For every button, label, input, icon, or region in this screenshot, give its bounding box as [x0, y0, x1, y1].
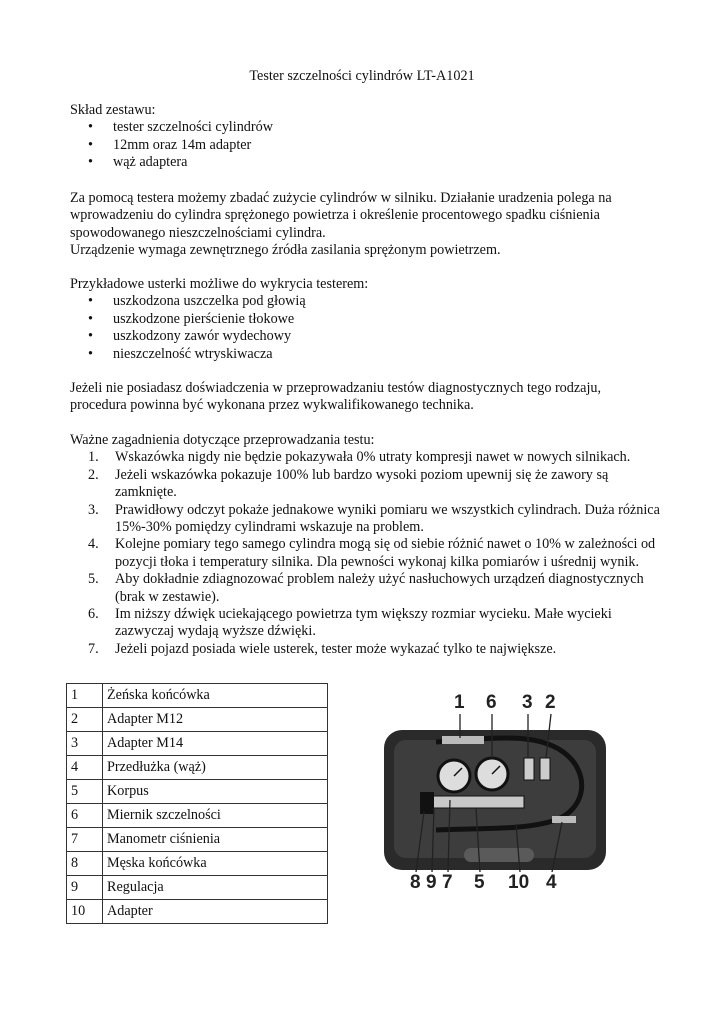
tester-body — [428, 796, 524, 808]
kit-section — [70, 102, 660, 172]
faults-heading: Przykładowe usterki możliwe do wykrycia testerem: — [70, 276, 369, 292]
figure-label: 4 — [546, 872, 557, 893]
faults-section — [70, 276, 660, 363]
list-number: 2. — [88, 466, 99, 483]
part-name: Przedłużka (wąż) — [103, 756, 328, 780]
warning-section — [70, 380, 660, 415]
list-item — [70, 328, 660, 345]
product-figure — [376, 692, 616, 900]
parts-table — [66, 683, 328, 924]
list-item-text: Wskazówka nigdy nie będzie pokazywała 0% utraty kompresji nawet w nowych silnikach. — [115, 449, 631, 466]
list-item-text: nieszczelność wtryskiwacza — [113, 345, 273, 362]
bullet-icon: • — [88, 154, 93, 171]
description-paragraph: Urządzenie wymaga zewnętrznego źródła zasilania sprężonym powietrzem. — [70, 242, 501, 259]
part-number: 9 — [67, 876, 103, 900]
table-row — [67, 732, 328, 756]
list-item-text: Kolejne pomiary tego samego cylindra mogą się od siebie różnić nawet o 10% w zależności od pozycji tłoka i temperatury silnika. Dla pewności wykonaj kilka pomiarów i uśrednij wynik. — [115, 536, 656, 570]
list-item-text: Im niższy dźwięk uciekającego powietrza tym większy rozmiar wycieku. Małe wycieki zazwyczaj wydają wyższe dźwięki. — [115, 606, 612, 640]
part-number: 2 — [67, 708, 103, 732]
table-row — [67, 900, 328, 924]
kit-list — [70, 119, 660, 171]
part-name: Manometr ciśnienia — [103, 828, 328, 852]
table-row — [67, 828, 328, 852]
list-item — [70, 502, 660, 537]
list-item-text: Aby dokładnie zdiagnozować problem należy użyć nasłuchowych urządzeń diagnostycznych (brak w zestawie). — [115, 571, 644, 605]
bullet-icon: • — [88, 293, 93, 310]
list-item — [70, 641, 660, 658]
part-name: Adapter M14 — [103, 732, 328, 756]
list-number: 6. — [88, 606, 99, 623]
list-item — [70, 119, 660, 136]
notes-list — [70, 449, 660, 658]
bullet-icon: • — [88, 136, 93, 153]
list-item — [70, 606, 660, 641]
list-item-text: tester szczelności cylindrów — [113, 119, 273, 136]
bullet-icon: • — [88, 119, 93, 136]
list-item — [70, 449, 660, 466]
list-item — [70, 346, 660, 363]
tester-kit-illustration — [376, 700, 616, 900]
list-item-text: Jeżeli wskazówka pokazuje 100% lub bardzo wysoki poziom upewnij się że zawory są zamknięte. — [115, 466, 609, 501]
table-row — [67, 780, 328, 804]
table-row — [67, 852, 328, 876]
description-paragraph: Za pomocą testera możemy zbadać zużycie cylindrów w silniku. Działanie uradzenia polega na wprowadzeniu do cylindra sprężonego powietrza i określenie procentowego spadku ciśnienia spowodowanego nieszczelnościami cylindra. — [70, 190, 612, 241]
part-number: 7 — [67, 828, 103, 852]
female-coupler — [442, 736, 484, 744]
list-number: 4. — [88, 536, 99, 553]
part-name: Miernik szczelności — [103, 804, 328, 828]
part-number: 3 — [67, 732, 103, 756]
part-name: Żeńska końcówka — [103, 684, 328, 708]
part-name: Męska końcówka — [103, 852, 328, 876]
list-item — [70, 536, 660, 571]
list-item — [70, 137, 660, 154]
faults-list — [70, 293, 660, 363]
table-row — [67, 876, 328, 900]
figure-label: 5 — [474, 872, 485, 893]
list-item-text: 12mm oraz 14m adapter — [113, 136, 252, 153]
list-item — [70, 467, 660, 502]
bullet-icon: • — [88, 310, 93, 327]
table-row — [67, 684, 328, 708]
part-name: Adapter — [103, 900, 328, 924]
figure-label: 7 — [442, 872, 453, 893]
kit-heading: Skład zestawu: — [70, 102, 156, 118]
part-number: 8 — [67, 852, 103, 876]
list-item-text: Jeżeli pojazd posiada wiele usterek, tester może wykazać tylko te największe. — [115, 640, 557, 657]
regulator-knob — [420, 792, 434, 814]
part-name: Adapter M12 — [103, 708, 328, 732]
list-item-text: uszkodzony zawór wydechowy — [113, 328, 292, 345]
figure-label: 6 — [486, 692, 497, 713]
table-row — [67, 804, 328, 828]
list-item-text: uszkodzone pierścienie tłokowe — [113, 310, 295, 327]
figure-label: 8 — [410, 872, 421, 893]
table-row — [67, 756, 328, 780]
bullet-icon: • — [88, 345, 93, 362]
part-name: Korpus — [103, 780, 328, 804]
figure-label: 9 — [426, 872, 437, 893]
list-number: 1. — [88, 449, 99, 466]
list-item — [70, 311, 660, 328]
adapter-m12 — [540, 758, 550, 780]
part-name: Regulacja — [103, 876, 328, 900]
warning-paragraph: Jeżeli nie posiadasz doświadczenia w przeprowadzaniu testów diagnostycznych tego rodzaju, procedura powinna być wykonana przez wykwalifikowanego technika. — [70, 380, 602, 414]
notes-section — [70, 432, 660, 658]
list-number: 3. — [88, 501, 99, 518]
figure-label: 1 — [454, 692, 465, 713]
list-item — [70, 154, 660, 171]
adapter-m14 — [524, 758, 534, 780]
list-number: 7. — [88, 640, 99, 657]
case-handle — [464, 848, 534, 862]
figure-label: 2 — [545, 692, 556, 713]
part-number: 10 — [67, 900, 103, 924]
notes-heading: Ważne zagadnienia dotyczące przeprowadzania testu: — [70, 432, 375, 448]
list-item — [70, 293, 660, 310]
bullet-icon: • — [88, 328, 93, 345]
part-number: 1 — [67, 684, 103, 708]
figure-label: 10 — [508, 872, 530, 893]
hose-adapter — [552, 816, 576, 823]
figure-label: 3 — [522, 692, 533, 713]
list-number: 5. — [88, 571, 99, 588]
part-number: 6 — [67, 804, 103, 828]
list-item-text: wąż adaptera — [113, 154, 188, 171]
document-title: Tester szczelności cylindrów LT-A1021 — [249, 68, 475, 84]
part-number: 4 — [67, 756, 103, 780]
list-item-text: uszkodzona uszczelka pod głowią — [113, 293, 306, 310]
list-item-text: Prawidłowy odczyt pokaże jednakowe wyniki pomiaru we wszystkich cylindrach. Duża różnica 15%-30% pomiędzy cylindrami wskazuje na problem. — [115, 501, 660, 536]
description-section — [70, 190, 660, 260]
list-item — [70, 571, 660, 606]
part-number: 5 — [67, 780, 103, 804]
table-row — [67, 708, 328, 732]
